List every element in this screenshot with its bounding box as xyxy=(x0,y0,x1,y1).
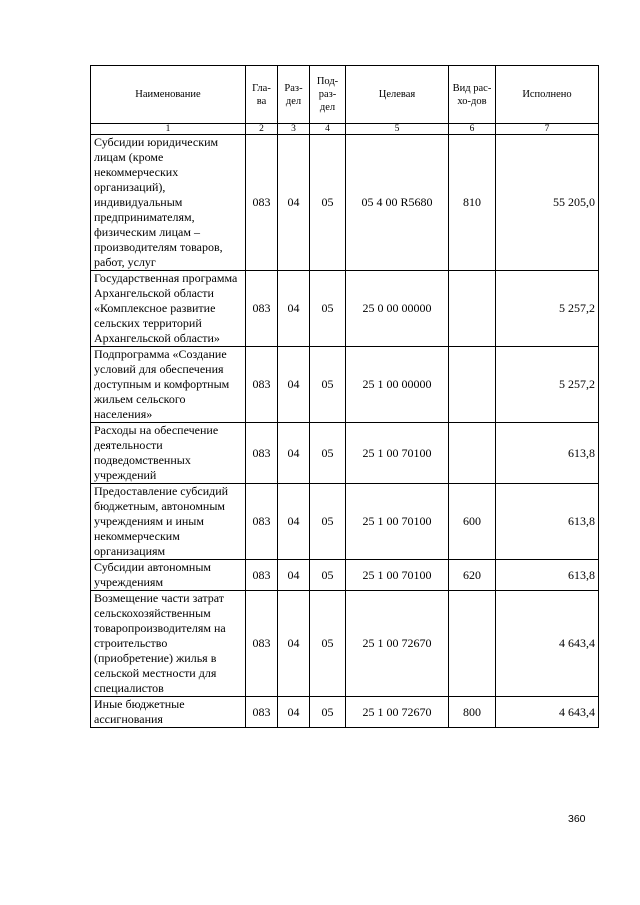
row-glava: 083 xyxy=(246,591,278,697)
row-vid: 800 xyxy=(449,697,496,728)
row-celevaya: 05 4 00 R5680 xyxy=(346,135,449,271)
row-name: Субсидии автономным учреждениям xyxy=(91,560,246,591)
row-celevaya: 25 1 00 70100 xyxy=(346,560,449,591)
table-row xyxy=(91,347,599,423)
row-vid xyxy=(449,347,496,423)
row-name: Возмещение части затрат сельскохозяйственным товаропроизводителям на строительство (приобретение) жилья в сельской местности для специалистов xyxy=(91,591,246,697)
table-header-row xyxy=(91,66,599,124)
row-name: Государственная программа Архангельской области «Комплексное развитие сельских территорий Архангельской области» xyxy=(91,271,246,347)
row-podrazdel: 05 xyxy=(310,484,346,560)
row-podrazdel: 05 xyxy=(310,423,346,484)
row-razdel: 04 xyxy=(278,697,310,728)
row-glava: 083 xyxy=(246,347,278,423)
row-glava: 083 xyxy=(246,697,278,728)
row-podrazdel: 05 xyxy=(310,697,346,728)
row-glava: 083 xyxy=(246,271,278,347)
row-razdel: 04 xyxy=(278,347,310,423)
row-razdel: 04 xyxy=(278,560,310,591)
row-ispolneno: 55 205,0 xyxy=(496,135,599,271)
row-glava: 083 xyxy=(246,560,278,591)
column-number: 4 xyxy=(310,124,346,135)
header-glava: Гла-ва xyxy=(246,66,278,124)
row-vid: 620 xyxy=(449,560,496,591)
row-glava: 083 xyxy=(246,135,278,271)
row-vid: 810 xyxy=(449,135,496,271)
row-podrazdel: 05 xyxy=(310,135,346,271)
row-razdel: 04 xyxy=(278,135,310,271)
row-name: Расходы на обеспечение деятельности подведомственных учреждений xyxy=(91,423,246,484)
row-celevaya: 25 1 00 70100 xyxy=(346,423,449,484)
header-podrazdel: Под-раз-дел xyxy=(310,66,346,124)
row-podrazdel: 05 xyxy=(310,591,346,697)
row-razdel: 04 xyxy=(278,271,310,347)
header-ispolneno: Исполнено xyxy=(496,66,599,124)
row-razdel: 04 xyxy=(278,591,310,697)
row-celevaya: 25 1 00 00000 xyxy=(346,347,449,423)
budget-execution-table xyxy=(90,65,599,728)
header-celevaya: Целевая xyxy=(346,66,449,124)
row-glava: 083 xyxy=(246,484,278,560)
row-vid xyxy=(449,423,496,484)
column-number-row xyxy=(91,124,599,135)
row-name: Предоставление субсидий бюджетным, автономным учреждениям и иным некоммерческим организациям xyxy=(91,484,246,560)
table-row xyxy=(91,591,599,697)
row-razdel: 04 xyxy=(278,423,310,484)
table-row xyxy=(91,697,599,728)
row-podrazdel: 05 xyxy=(310,271,346,347)
row-razdel: 04 xyxy=(278,484,310,560)
column-number: 5 xyxy=(346,124,449,135)
row-celevaya: 25 1 00 72670 xyxy=(346,591,449,697)
row-podrazdel: 05 xyxy=(310,560,346,591)
row-ispolneno: 5 257,2 xyxy=(496,271,599,347)
row-name: Субсидии юридическим лицам (кроме некоммерческих организаций), индивидуальным предпринимателям, физическим лицам – производителям товаров, работ, услуг xyxy=(91,135,246,271)
row-ispolneno: 613,8 xyxy=(496,484,599,560)
page-number: 360 xyxy=(568,813,586,825)
table-row xyxy=(91,423,599,484)
row-glava: 083 xyxy=(246,423,278,484)
row-ispolneno: 613,8 xyxy=(496,423,599,484)
row-ispolneno: 5 257,2 xyxy=(496,347,599,423)
table-row xyxy=(91,484,599,560)
row-ispolneno: 4 643,4 xyxy=(496,591,599,697)
header-name: Наименование xyxy=(91,66,246,124)
row-ispolneno: 4 643,4 xyxy=(496,697,599,728)
table-row xyxy=(91,271,599,347)
header-razdel: Раз-дел xyxy=(278,66,310,124)
column-number: 1 xyxy=(91,124,246,135)
header-vid-rashodov: Вид рас-хо-дов xyxy=(449,66,496,124)
column-number: 2 xyxy=(246,124,278,135)
column-number: 6 xyxy=(449,124,496,135)
table-row xyxy=(91,135,599,271)
row-celevaya: 25 1 00 70100 xyxy=(346,484,449,560)
row-podrazdel: 05 xyxy=(310,347,346,423)
column-number: 3 xyxy=(278,124,310,135)
row-vid xyxy=(449,591,496,697)
row-celevaya: 25 1 00 72670 xyxy=(346,697,449,728)
row-name: Подпрограмма «Создание условий для обеспечения доступным и комфортным жильем сельского населения» xyxy=(91,347,246,423)
row-vid xyxy=(449,271,496,347)
column-number: 7 xyxy=(496,124,599,135)
table-row xyxy=(91,560,599,591)
row-name: Иные бюджетные ассигнования xyxy=(91,697,246,728)
row-ispolneno: 613,8 xyxy=(496,560,599,591)
row-vid: 600 xyxy=(449,484,496,560)
row-celevaya: 25 0 00 00000 xyxy=(346,271,449,347)
